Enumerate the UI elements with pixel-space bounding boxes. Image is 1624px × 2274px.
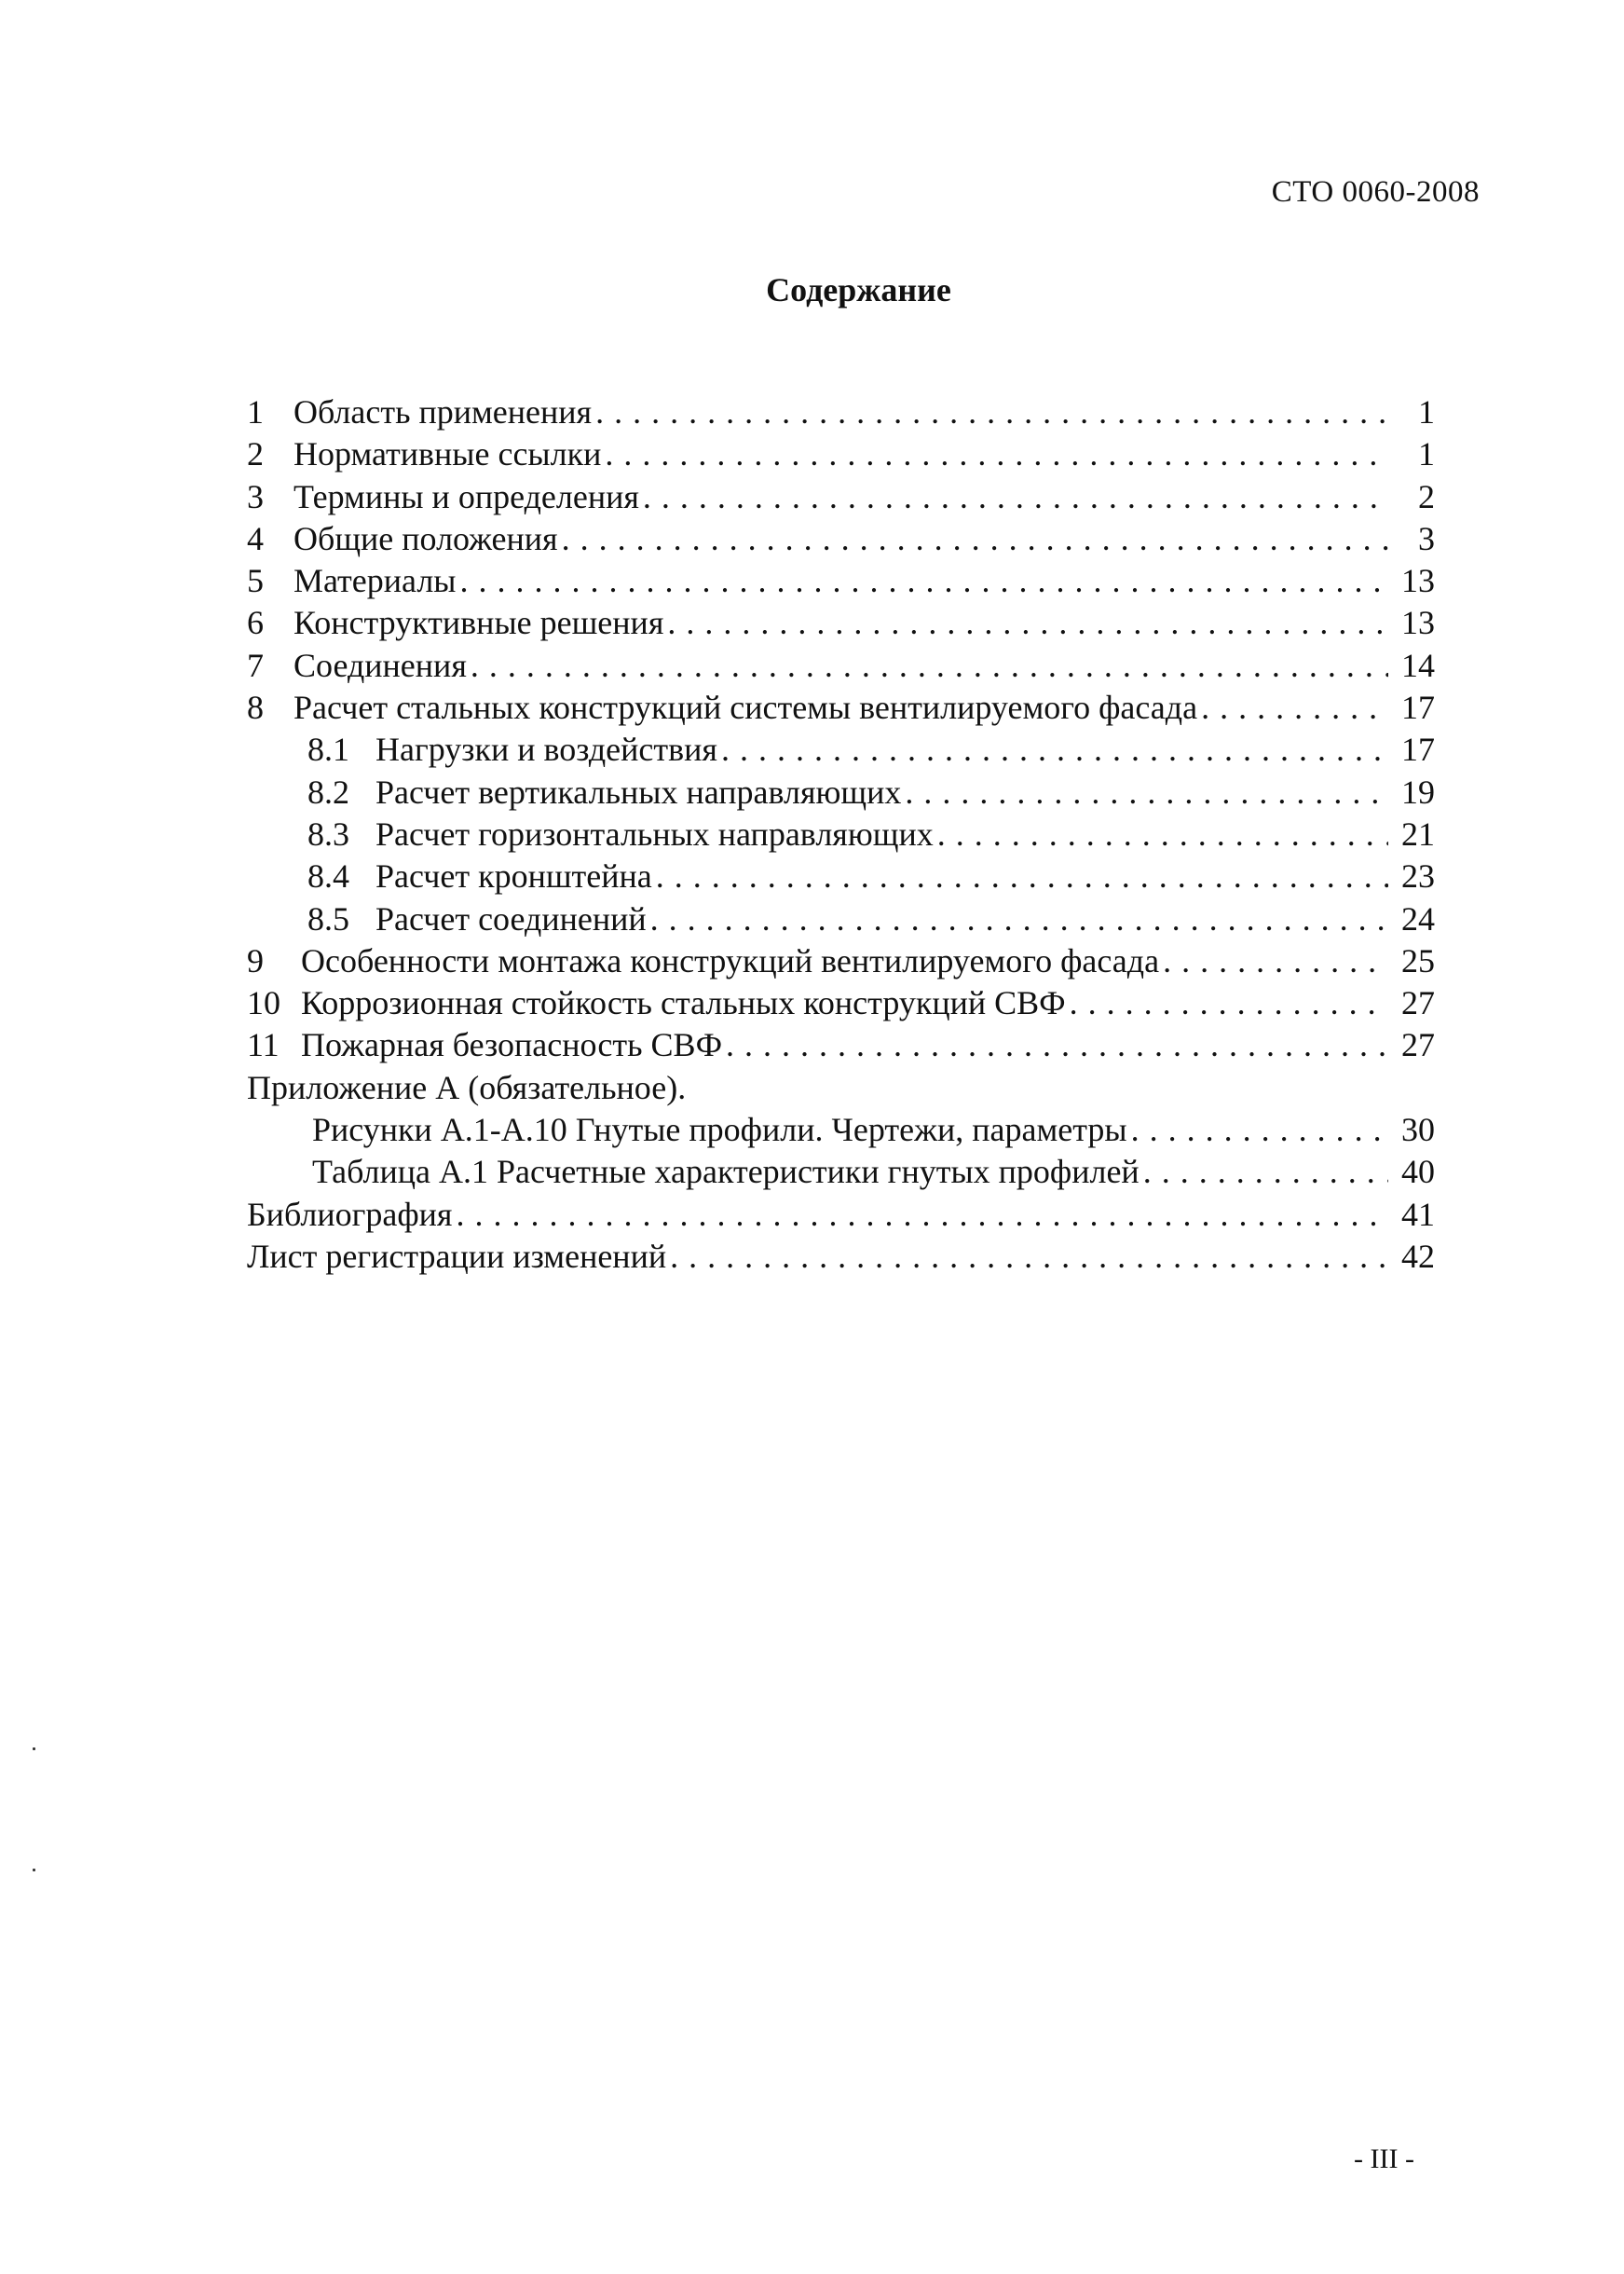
toc-entry-figures-a1-a10[interactable]	[247, 1109, 1463, 1151]
dot-leader	[1163, 940, 1388, 982]
toc-entry-number: 11	[247, 1026, 280, 1064]
toc-entry-number: 8.2	[307, 773, 349, 811]
toc-entry-number: 2	[247, 435, 264, 473]
toc-entry-3[interactable]	[247, 476, 1463, 518]
dot-leader	[937, 814, 1388, 856]
dot-leader	[905, 772, 1388, 814]
dot-leader	[726, 1024, 1388, 1066]
toc-entry-number: 5	[247, 562, 264, 600]
dot-leader	[667, 602, 1388, 644]
toc-entry-8-4[interactable]	[247, 856, 1463, 897]
toc-entry-11[interactable]	[247, 1024, 1463, 1066]
dot-leader	[456, 1194, 1388, 1236]
toc-entry-label: Расчет кронштейна	[375, 856, 656, 897]
toc-entry-page: 3	[1418, 519, 1435, 557]
document-code: СТО 0060-2008	[1271, 175, 1480, 209]
toc-entry-8-3[interactable]	[247, 814, 1463, 856]
toc-entry-page: 21	[1401, 815, 1435, 853]
toc-entry-number: 4	[247, 519, 264, 557]
table-of-contents	[247, 391, 1463, 1278]
toc-entry-label: Пожарная безопасность СВФ	[301, 1024, 726, 1066]
toc-entry-page: 23	[1401, 857, 1435, 896]
toc-entry-label: Приложение А (обязательное).	[247, 1068, 687, 1106]
toc-entry-bibliography[interactable]	[247, 1194, 1463, 1236]
toc-entry-number: 8.5	[307, 899, 349, 938]
toc-entry-page: 17	[1401, 689, 1435, 727]
dot-leader	[1201, 687, 1388, 729]
toc-entry-label: Расчет горизонтальных направляющих	[375, 814, 937, 856]
toc-entry-1[interactable]	[247, 391, 1463, 433]
toc-entry-label: Коррозионная стойкость стальных конструкций СВФ	[301, 982, 1070, 1024]
toc-entry-number: 3	[247, 477, 264, 515]
toc-entry-label: Расчет соединений	[375, 898, 650, 940]
scan-speck	[33, 1869, 35, 1871]
toc-entry-5[interactable]	[247, 560, 1463, 602]
toc-entry-label: Нормативные ссылки	[293, 433, 605, 475]
toc-entry-label: Особенности монтажа конструкций вентилируемого фасада	[301, 940, 1163, 982]
toc-entry-page: 27	[1401, 984, 1435, 1022]
toc-entry-4[interactable]	[247, 518, 1463, 560]
toc-entry-8-5[interactable]	[247, 898, 1463, 940]
toc-entry-page: 40	[1401, 1153, 1435, 1191]
toc-entry-page: 17	[1401, 731, 1435, 769]
toc-entry-label: Область применения	[293, 391, 595, 433]
toc-entry-6[interactable]	[247, 602, 1463, 644]
toc-entry-page: 24	[1401, 899, 1435, 938]
toc-entry-label: Материалы	[293, 560, 459, 602]
dot-leader	[670, 1236, 1388, 1278]
toc-entry-number: 8.4	[307, 857, 349, 896]
dot-leader	[562, 518, 1388, 560]
toc-entry-change-log[interactable]	[247, 1236, 1463, 1278]
toc-entry-label: Термины и определения	[293, 476, 643, 518]
toc-entry-label: Расчет стальных конструкций системы вентилируемого фасада	[293, 687, 1201, 729]
toc-entry-label: Соединения	[293, 645, 471, 687]
toc-entry-label: Расчет вертикальных направляющих	[375, 772, 905, 814]
toc-entry-8-1[interactable]	[247, 729, 1463, 771]
toc-entry-label: Лист регистрации изменений	[247, 1236, 670, 1278]
toc-entry-page: 19	[1401, 773, 1435, 811]
dot-leader	[471, 645, 1388, 687]
toc-entry-page: 13	[1401, 604, 1435, 642]
dot-leader	[595, 391, 1388, 433]
toc-entry-label: Рисунки А.1-А.10 Гнутые профили. Чертежи, параметры	[312, 1109, 1131, 1151]
page-title: Содержание	[766, 271, 951, 308]
toc-entry-10[interactable]	[247, 982, 1463, 1024]
dot-leader	[459, 560, 1388, 602]
toc-entry-number: 6	[247, 604, 264, 642]
toc-entry-page: 1	[1418, 393, 1435, 431]
toc-entry-table-a1[interactable]	[247, 1151, 1463, 1193]
toc-entry-page: 2	[1418, 477, 1435, 515]
toc-entry-label: Библиография	[247, 1194, 456, 1236]
dot-leader	[721, 729, 1388, 771]
toc-entry-number: 8.1	[307, 731, 349, 769]
toc-entry-page: 14	[1401, 646, 1435, 684]
toc-entry-number: 8	[247, 689, 264, 727]
toc-entry-8-2[interactable]	[247, 772, 1463, 814]
toc-entry-page: 41	[1401, 1195, 1435, 1233]
dot-leader	[1131, 1109, 1388, 1151]
toc-entry-page: 30	[1401, 1111, 1435, 1149]
toc-entry-9[interactable]	[247, 940, 1463, 982]
dot-leader	[656, 856, 1388, 897]
toc-entry-appendix-a[interactable]	[247, 1067, 1463, 1109]
scan-speck	[33, 1747, 35, 1750]
dot-leader	[1143, 1151, 1388, 1193]
toc-entry-page: 27	[1401, 1026, 1435, 1064]
toc-entry-8[interactable]	[247, 687, 1463, 729]
toc-entry-label: Общие положения	[293, 518, 562, 560]
toc-entry-number: 10	[247, 984, 280, 1022]
toc-entry-page: 25	[1401, 941, 1435, 979]
toc-entry-label: Конструктивные решения	[293, 602, 667, 644]
toc-entry-page: 1	[1418, 435, 1435, 473]
toc-entry-label: Таблица А.1 Расчетные характеристики гнутых профилей	[312, 1151, 1143, 1193]
toc-entry-2[interactable]	[247, 433, 1463, 475]
toc-entry-page: 42	[1401, 1237, 1435, 1275]
toc-entry-7[interactable]	[247, 645, 1463, 687]
toc-entry-page: 13	[1401, 562, 1435, 600]
toc-entry-number: 1	[247, 393, 264, 431]
toc-entry-number: 7	[247, 646, 264, 684]
dot-leader	[643, 476, 1388, 518]
page-number: - III -	[1354, 2144, 1414, 2174]
dot-leader	[1070, 982, 1388, 1024]
toc-entry-label: Нагрузки и воздействия	[375, 729, 721, 771]
toc-entry-number: 8.3	[307, 815, 349, 853]
dot-leader	[605, 433, 1388, 475]
toc-entry-number: 9	[247, 941, 264, 979]
dot-leader	[650, 898, 1388, 940]
